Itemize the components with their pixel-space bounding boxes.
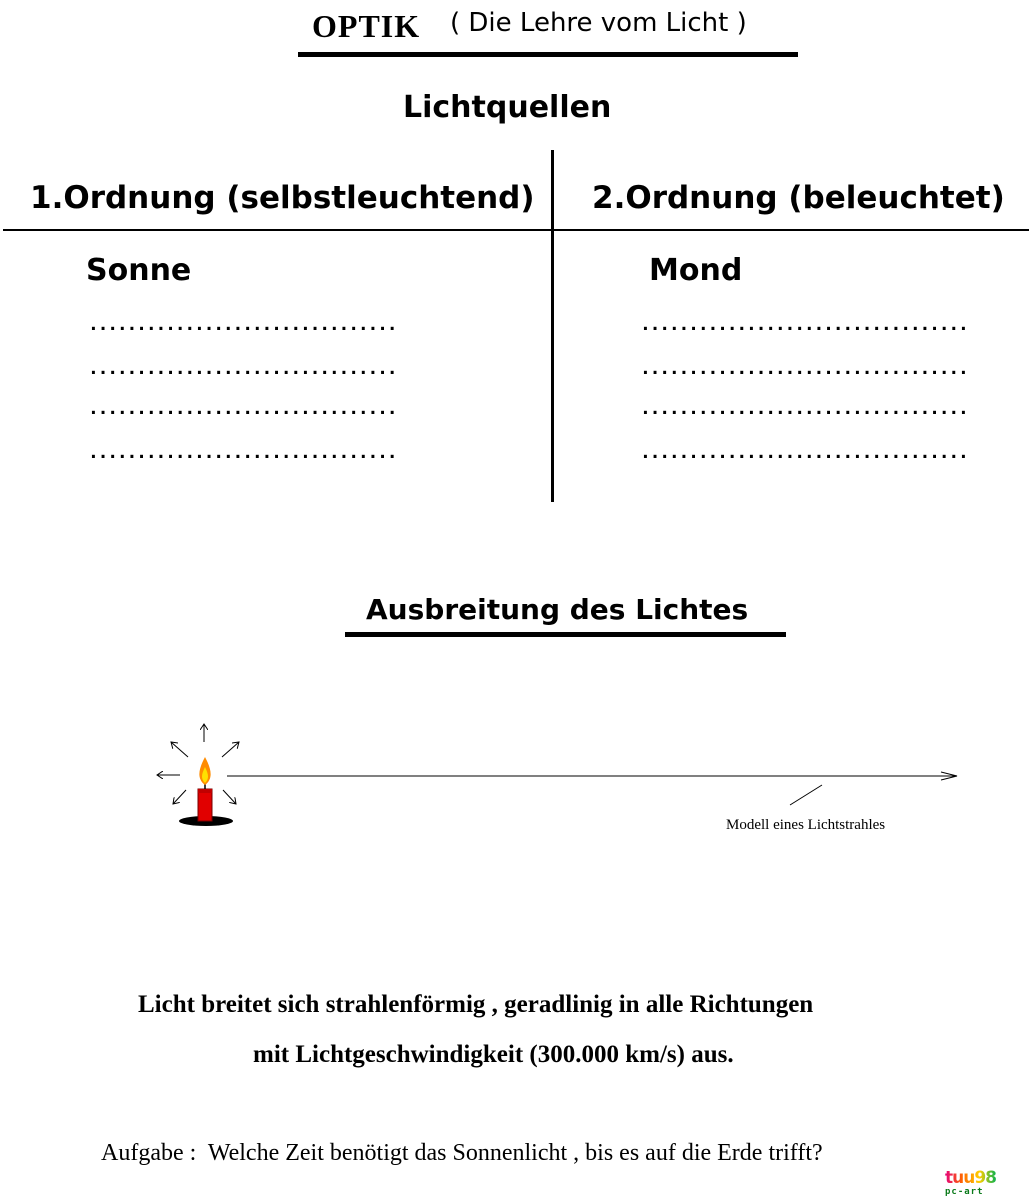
second-order-example: Mond <box>649 253 743 288</box>
task-text: Aufgabe : Welche Zeit benötigt das Sonnenlicht , bis es auf die Erde trifft? <box>101 1140 823 1166</box>
first-order-example: Sonne <box>86 253 192 288</box>
page-subtitle: ( Die Lehre vom Licht ) <box>450 8 747 38</box>
title-underline <box>298 52 798 57</box>
candle-body <box>198 789 212 821</box>
ausbreitung-underline <box>345 632 786 637</box>
corner-logo <box>945 1170 1031 1200</box>
ray-label: Modell eines Lichtstrahles <box>726 817 886 833</box>
second-order-blank-4: .................................. <box>640 442 968 463</box>
first-order-blank-3: ................................ <box>88 398 397 419</box>
statement-line-2: mit Lichtgeschwindigkeit (300.000 km/s) aus. <box>253 1041 734 1068</box>
second-order-heading: 2.Ordnung (beleuchtet) <box>592 180 1005 216</box>
table-vertical-divider <box>551 150 554 502</box>
first-order-blank-1: ................................ <box>88 314 397 335</box>
table-horizontal-divider <box>3 229 1029 231</box>
ausbreitung-heading: Ausbreitung des Lichtes <box>366 593 749 626</box>
first-order-blank-4: ................................ <box>88 442 397 463</box>
second-order-blank-1: .................................. <box>640 314 968 335</box>
light-ray <box>225 768 965 808</box>
first-order-heading: 1.Ordnung (selbstleuchtend) <box>30 180 535 216</box>
page-title: OPTIK <box>312 8 421 44</box>
second-order-blank-3: .................................. <box>640 398 968 419</box>
first-order-blank-2: ................................ <box>88 358 397 379</box>
lichtquellen-heading: Lichtquellen <box>403 90 612 125</box>
statement-line-1: Licht breitet sich strahlenförmig , geradlinig in alle Richtungen <box>138 991 814 1018</box>
logo-top-text: tuu98 <box>945 1170 1031 1187</box>
logo-bottom-text: pc-art <box>945 1187 984 1197</box>
ray-label-pointer <box>790 785 822 805</box>
second-order-blank-2: .................................. <box>640 358 968 379</box>
